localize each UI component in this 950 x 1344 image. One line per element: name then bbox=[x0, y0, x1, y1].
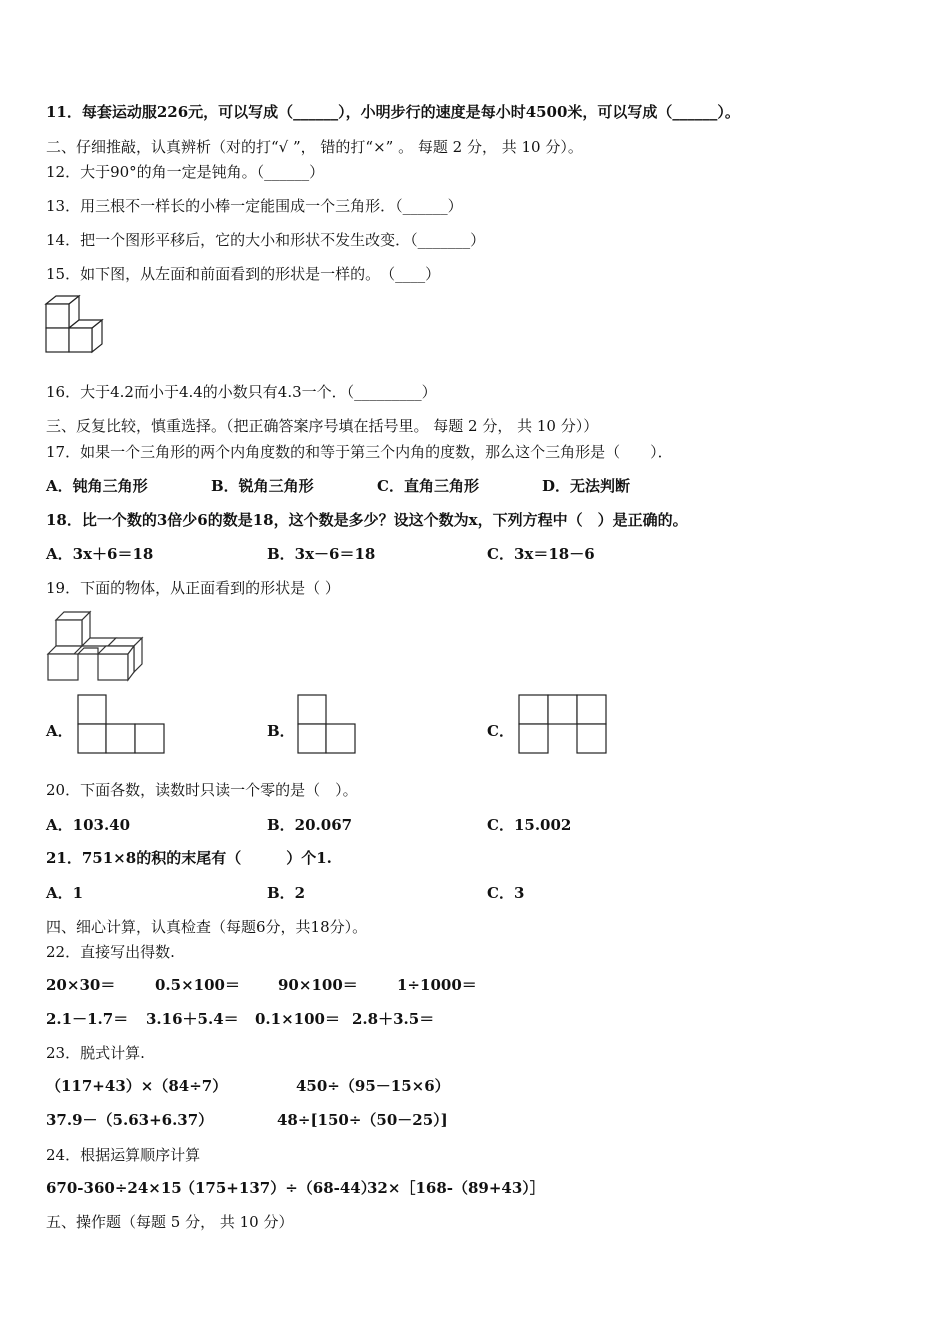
question-21: 21．751×8的积的末尾有（ ）个1. bbox=[46, 849, 332, 867]
q18-option-a: A．3x＋6＝18 bbox=[46, 545, 154, 563]
question-14: 14．把一个图形平移后，它的大小和形状不发生改变．（_______） bbox=[46, 231, 486, 249]
q22-item: 20×30＝ bbox=[46, 976, 116, 994]
section-4-heading: 四、细心计算，认真检查（每题6分，共18分）。 bbox=[46, 918, 368, 936]
q21-option-a: A．1 bbox=[46, 884, 84, 902]
q21-option-c: C．3 bbox=[487, 884, 525, 902]
q17-option-d: D．无法判断 bbox=[542, 477, 631, 495]
q24-item: （175+137）÷（68-44） bbox=[180, 1179, 376, 1197]
q22-item: 0.5×100＝ bbox=[155, 976, 240, 994]
q17-option-c: C．直角三角形 bbox=[377, 477, 479, 495]
question-22: 22．直接写出得数. bbox=[46, 943, 175, 961]
q15-cube-figure bbox=[44, 294, 106, 356]
q17-option-a: A．钝角三角形 bbox=[46, 477, 148, 495]
question-20: 20．下面各数，读数时只读一个零的是（ ）。 bbox=[46, 781, 358, 799]
q22-item: 1÷1000＝ bbox=[397, 976, 477, 994]
q18-option-b: B．3x－6＝18 bbox=[267, 545, 376, 563]
q20-option-b: B．20.067 bbox=[267, 816, 353, 834]
question-12: 12．大于90°的角一定是钝角。（______） bbox=[46, 163, 325, 181]
question-23: 23．脱式计算. bbox=[46, 1044, 145, 1062]
q19-option-a-shape bbox=[77, 694, 165, 754]
q23-item: （117+43）×（84÷7） bbox=[46, 1077, 228, 1095]
q24-item: 32×［168-（89+43）］ bbox=[367, 1179, 545, 1197]
question-24: 24．根据运算顺序计算 bbox=[46, 1146, 201, 1164]
q19-option-b-shape bbox=[297, 694, 357, 754]
question-13: 13．用三根不一样长的小棒一定能围成一个三角形．（______） bbox=[46, 197, 463, 215]
q19-option-c-shape bbox=[518, 694, 608, 754]
q20-option-c: C．15.002 bbox=[487, 816, 572, 834]
question-17: 17．如果一个三角形的两个内角度数的和等于第三个内角的度数，那么这个三角形是（ ）． bbox=[46, 443, 673, 461]
q19-option-b: B． bbox=[267, 722, 295, 740]
question-16: 16．大于4.2而小于4.4的小数只有4.3一个．（_________） bbox=[46, 383, 437, 401]
q19-option-c: C． bbox=[487, 722, 514, 740]
q22-item: 2.1－1.7＝ bbox=[46, 1010, 129, 1028]
q23-item: 48÷[150÷（50－25）] bbox=[277, 1111, 448, 1129]
q24-item: 670-360÷24×15 bbox=[46, 1179, 182, 1197]
question-19: 19．下面的物体，从正面看到的形状是（ ） bbox=[46, 579, 340, 597]
q18-option-c: C．3x＝18－6 bbox=[487, 545, 595, 563]
q19-option-a: A． bbox=[46, 722, 73, 740]
section-5-heading: 五、操作题（每题 5 分， 共 10 分） bbox=[46, 1213, 294, 1231]
question-18: 18．比一个数的3倍少6的数是18，这个数是多少？设这个数为x，下列方程中（ ）是正确的。 bbox=[46, 511, 688, 529]
q17-option-b: B．锐角三角形 bbox=[211, 477, 314, 495]
q23-item: 450÷（95－15×6） bbox=[296, 1077, 450, 1095]
q23-item: 37.9－（5.63+6.37） bbox=[46, 1111, 214, 1129]
q22-item: 0.1×100＝ bbox=[255, 1010, 340, 1028]
q20-option-a: A．103.40 bbox=[46, 816, 131, 834]
section-3-heading: 三、反复比较，慎重选择。（把正确答案序号填在括号里。 每题 2 分， 共 10 分）） bbox=[46, 417, 599, 435]
question-11: 11．每套运动服226元，可以写成（______），小明步行的速度是每小时4500米，可以写成（______）。 bbox=[46, 103, 740, 121]
q22-item: 3.16＋5.4＝ bbox=[146, 1010, 239, 1028]
q22-item: 90×100＝ bbox=[278, 976, 358, 994]
question-15: 15．如下图，从左面和前面看到的形状是一样的。 （____） bbox=[46, 265, 441, 283]
q22-item: 2.8＋3.5＝ bbox=[352, 1010, 435, 1028]
q19-object-figure bbox=[44, 610, 144, 682]
q21-option-b: B．2 bbox=[267, 884, 306, 902]
section-2-heading: 二、仔细推敲，认真辨析（对的打“√ ”， 错的打“×” 。 每题 2 分， 共 10 分）。 bbox=[46, 138, 583, 156]
